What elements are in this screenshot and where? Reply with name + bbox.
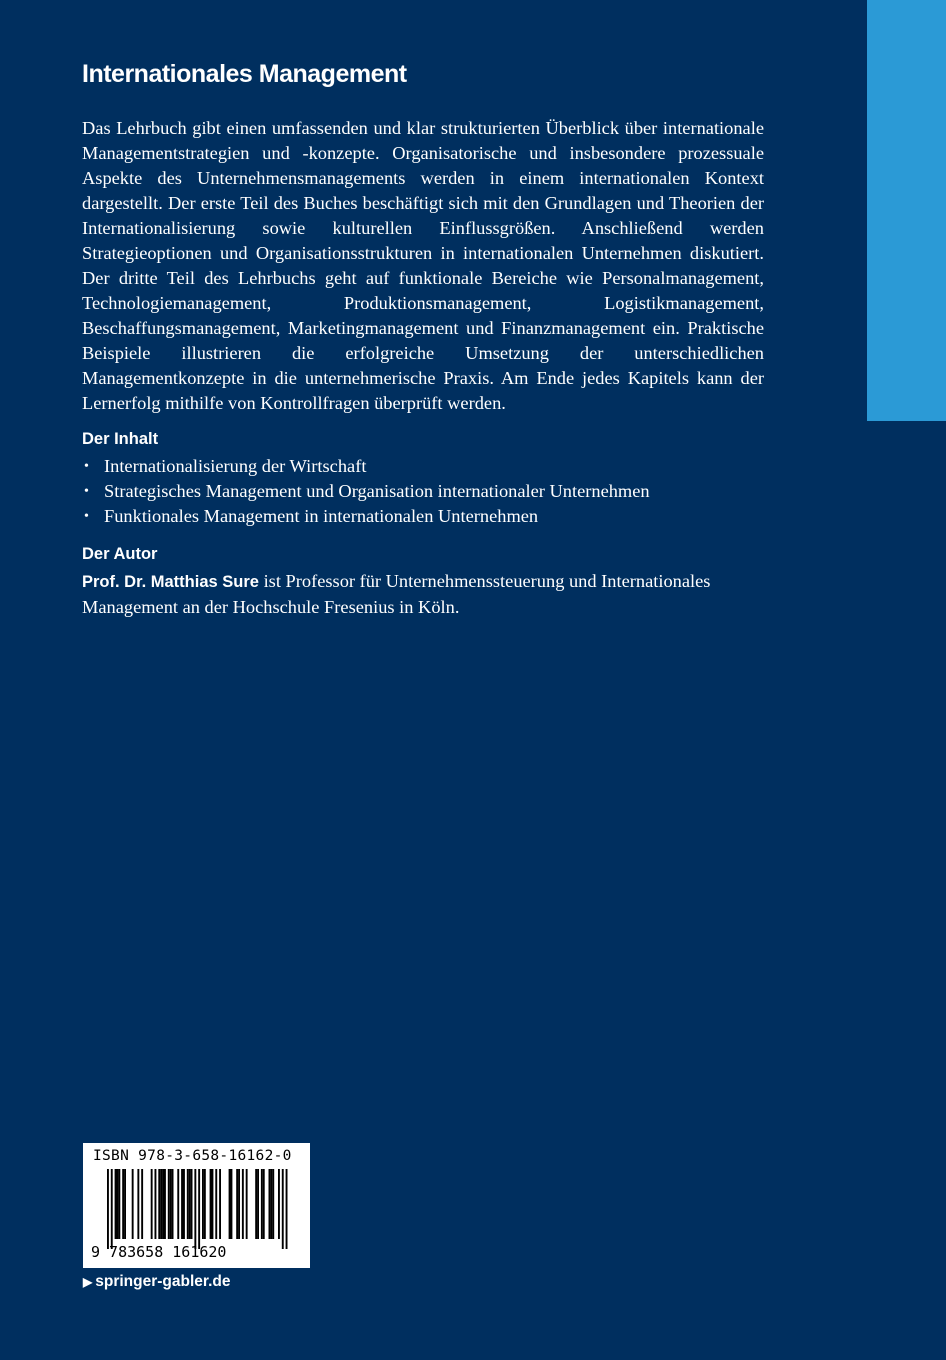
barcode-bar: [246, 1169, 248, 1239]
barcode-bar: [229, 1169, 231, 1239]
barcode-bar: [286, 1169, 288, 1249]
barcode-bar: [269, 1169, 271, 1239]
publisher-website[interactable]: [83, 1273, 230, 1291]
barcode-bar: [238, 1169, 240, 1239]
author-bio-text: ist Professor für Unternehmenssteuerung und Internationales Management an der Hochschule Fresenius in Köln.: [82, 571, 711, 617]
barcode-bar: [202, 1169, 204, 1239]
bullet-icon: •: [84, 484, 89, 499]
barcode-bar: [191, 1169, 193, 1239]
barcode-bar: [183, 1169, 185, 1239]
contents-item: [82, 454, 764, 479]
barcode-bar: [162, 1169, 164, 1239]
book-title: Internationales Management: [82, 60, 407, 88]
barcode-bar: [189, 1169, 191, 1239]
barcode-bar: [204, 1169, 206, 1239]
isbn-label: ISBN 978-3-658-16162-0: [93, 1148, 292, 1164]
barcode-bar: [278, 1169, 280, 1239]
contents-item-text: Internationalisierung der Wirtschaft: [104, 456, 367, 476]
barcode-bar: [187, 1169, 189, 1239]
barcode-bar: [164, 1169, 166, 1239]
arrow-right-icon: ▶: [83, 1275, 93, 1289]
barcode-bar: [132, 1169, 134, 1239]
contents-item-text: Strategisches Management und Organisation internationaler Unternehmen: [104, 481, 650, 501]
barcode-bar: [124, 1169, 126, 1239]
barcode-bar: [242, 1169, 244, 1239]
barcode-bar: [160, 1169, 162, 1239]
barcode-bar: [255, 1169, 257, 1239]
barcode-bar: [219, 1169, 221, 1239]
barcode-bar: [210, 1169, 212, 1239]
barcode-bar: [155, 1169, 157, 1239]
barcode-bar: [198, 1169, 200, 1249]
barcode-bar: [181, 1169, 183, 1239]
barcode-bar: [194, 1169, 196, 1249]
website-text: springer-gabler.de: [95, 1273, 231, 1290]
barcode-bar: [158, 1169, 160, 1239]
barcode-bar: [141, 1169, 143, 1239]
contents-item-text: Funktionales Management in internationalen Unternehmen: [104, 506, 539, 526]
barcode-bar: [122, 1169, 124, 1239]
barcode-bar: [215, 1169, 217, 1239]
author-bio: [82, 569, 764, 620]
barcode-bar: [231, 1169, 233, 1239]
barcode-bar: [151, 1169, 153, 1239]
barcode-bar: [236, 1169, 238, 1239]
barcode-bar: [263, 1169, 265, 1239]
bullet-icon: •: [84, 509, 89, 524]
author-heading: Der Autor: [82, 545, 158, 563]
barcode-digits: 9 783658 161620: [91, 1243, 227, 1261]
barcode-bar: [282, 1169, 284, 1249]
barcode-bar: [261, 1169, 263, 1239]
barcode-bar: [272, 1169, 274, 1239]
barcode-bar: [118, 1169, 120, 1239]
barcode-bar: [111, 1169, 113, 1249]
contents-item: [82, 479, 764, 504]
barcode-bar: [177, 1169, 179, 1239]
barcode-bar: [117, 1169, 119, 1239]
book-description: Das Lehrbuch gibt einen umfassenden und klar strukturierten Überblick über internationale Managementstrategien und -konzepte. Organisatorische und insbesondere prozessuale Aspekte des Unternehmensmanagements werden in einem internationalen Kontext dargestellt. Der erste Teil des Buches beschäftigt sich mit den Grundlagen und Theorien der Internationalisierung sowie kulturellen Einflussgrößen. Anschließend werden Strategieoptionen und Organisationsstrukturen in internationalen Unternehmen diskutiert. Der dritte Teil des Lehrbuchs geht auf funktionale Bereiche wie Personalmanagement, Technologiemanagement, Produktionsmanagement, Logistikmanagement, Beschaffungsmanagement, Marketingmanagement und Finanzmanagement ein. Praktische Beispiele illustrieren die erfolgreiche Umsetzung der unterschiedlichen Managementkonzepte in die unternehmerische Praxis. Am Ende jedes Kapitels kann der Lernerfolg mithilfe von Kontrollfragen überprüft werden.: [82, 118, 764, 413]
barcode-bar: [115, 1169, 117, 1239]
barcode-bar: [170, 1169, 172, 1239]
bullet-icon: •: [84, 459, 89, 474]
barcode-bar: [172, 1169, 174, 1239]
contents-heading: Der Inhalt: [82, 430, 159, 448]
barcode-bar: [168, 1169, 170, 1239]
accent-bar: [867, 0, 946, 421]
barcode-bar: [212, 1169, 214, 1239]
isbn-barcode: [83, 1143, 310, 1268]
barcode-bar: [257, 1169, 259, 1239]
back-cover-text: [82, 58, 764, 620]
barcode-bar: [137, 1169, 139, 1239]
contents-item: [82, 504, 764, 529]
contents-list: [82, 454, 764, 529]
barcode-bar: [107, 1169, 109, 1249]
barcode-bar: [270, 1169, 272, 1239]
author-name: Prof. Dr. Matthias Sure: [82, 573, 259, 591]
